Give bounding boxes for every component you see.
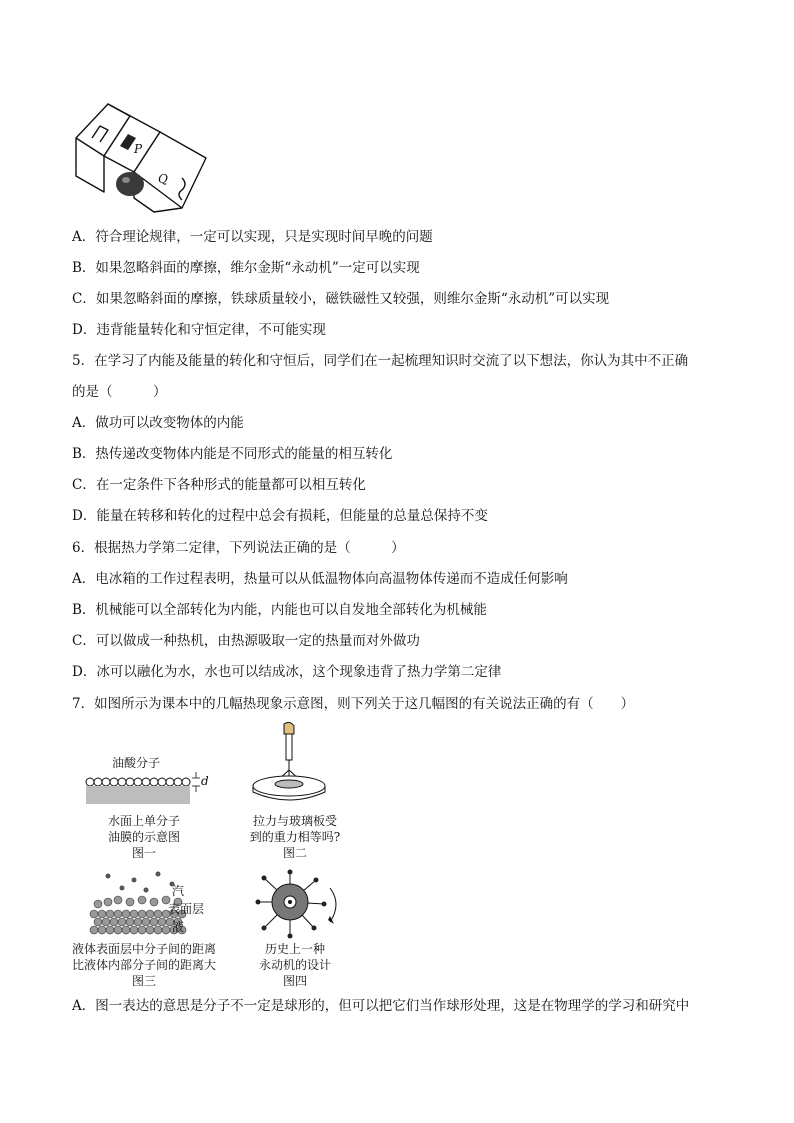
fig4-title: 图四 bbox=[282, 974, 307, 988]
label-q: Q bbox=[158, 172, 168, 186]
q6-option-c: C．可以做成一种热机，由热源吸取一定的热量而对外做功 bbox=[72, 633, 420, 649]
fig3-surface-label: 表面层 bbox=[168, 902, 205, 916]
q6-option-b: B．机械能可以全部转化为内能，内能也可以自发地全部转化为机械能 bbox=[72, 602, 487, 618]
figure-4-perpetual-wheel bbox=[250, 868, 350, 992]
fig1-caption-2: 油膜的示意图 bbox=[107, 830, 180, 844]
wilkins-machine-figure bbox=[70, 98, 220, 216]
q4-option-a: A．符合理论规律，一定可以实现，只是实现时间早晚的问题 bbox=[72, 229, 433, 245]
figure-2-glass-plate bbox=[240, 720, 350, 865]
q5-option-d: D．能量在转移和转化的过程中总会有损耗，但能量的总量总保持不变 bbox=[72, 508, 488, 524]
fig2-caption-1: 拉力与玻璃板受 bbox=[252, 814, 337, 828]
fig1-oleic-label: 油酸分子 bbox=[112, 756, 161, 770]
fig2-caption-2: 到的重力相等吗? bbox=[249, 830, 341, 844]
q7-stem: 7．如图所示为课本中的几幅热现象示意图，则下列关于这几幅图的有关说法正确的有（ ） bbox=[72, 696, 635, 712]
q5-option-a: A．做功可以改变物体的内能 bbox=[72, 415, 244, 431]
figure-3-surface-layer bbox=[72, 870, 242, 990]
fig1-d-label: d bbox=[201, 774, 209, 788]
fig4-caption-2: 永动机的设计 bbox=[258, 958, 331, 972]
fig4-caption-1: 历史上一种 bbox=[264, 942, 325, 956]
q5-option-c: C．在一定条件下各种形式的能量都可以相互转化 bbox=[72, 477, 366, 493]
q5-stem-line1: 5．在学习了内能及能量的转化和守恒后，同学们在一起梳理知识时交流了以下想法，你认为其中不正确 bbox=[72, 353, 689, 369]
fig2-drawing bbox=[240, 720, 350, 810]
fig3-caption-1: 液体表面层中分子间的距离 bbox=[71, 942, 216, 956]
fig1-title: 图一 bbox=[131, 846, 156, 860]
q4-option-b: B．如果忽略斜面的摩擦，维尔金斯“永动机”一定可以实现 bbox=[72, 260, 420, 276]
label-p: P bbox=[134, 142, 143, 156]
fig2-title: 图二 bbox=[282, 846, 307, 860]
q5-option-b: B．热传递改变物体内能是不同形式的能量的相互转化 bbox=[72, 446, 393, 462]
q6-option-a: A．电冰箱的工作过程表明，热量可以从低温物体向高温物体传递而不造成任何影响 bbox=[72, 571, 568, 587]
q6-option-d: D．冰可以融化为水，水也可以结成冰，这个现象违背了热力学第二定律 bbox=[72, 664, 502, 680]
q6-stem: 6．根据热力学第二定律，下列说法正确的是（ ） bbox=[72, 540, 405, 556]
fig3-title: 图三 bbox=[131, 974, 156, 988]
fig1-caption-1: 水面上单分子 bbox=[107, 814, 180, 828]
q4-option-d: D．违背能量转化和守恒定律，不可能实现 bbox=[72, 322, 326, 338]
fig3-caption-2: 比液体内部分子间的距离大 bbox=[71, 958, 216, 972]
wilkins-machine-drawing bbox=[70, 98, 220, 216]
q4-option-c: C．如果忽略斜面的摩擦，铁球质量较小，磁铁磁性又较强，则维尔金斯“永动机”可以实现 bbox=[72, 291, 610, 307]
fig3-gas-label: 汽 bbox=[172, 884, 185, 898]
fig4-drawing bbox=[250, 868, 350, 940]
q7-option-a: A．图一表达的意思是分子不一定是球形的，但可以把它们当作球形处理，这是在物理学的学习和研究中 bbox=[72, 998, 690, 1014]
figure-1-oil-film bbox=[82, 752, 212, 862]
fig3-liquid-label: 液 bbox=[172, 920, 185, 934]
q5-stem-line2: 的是（ ） bbox=[72, 384, 167, 400]
